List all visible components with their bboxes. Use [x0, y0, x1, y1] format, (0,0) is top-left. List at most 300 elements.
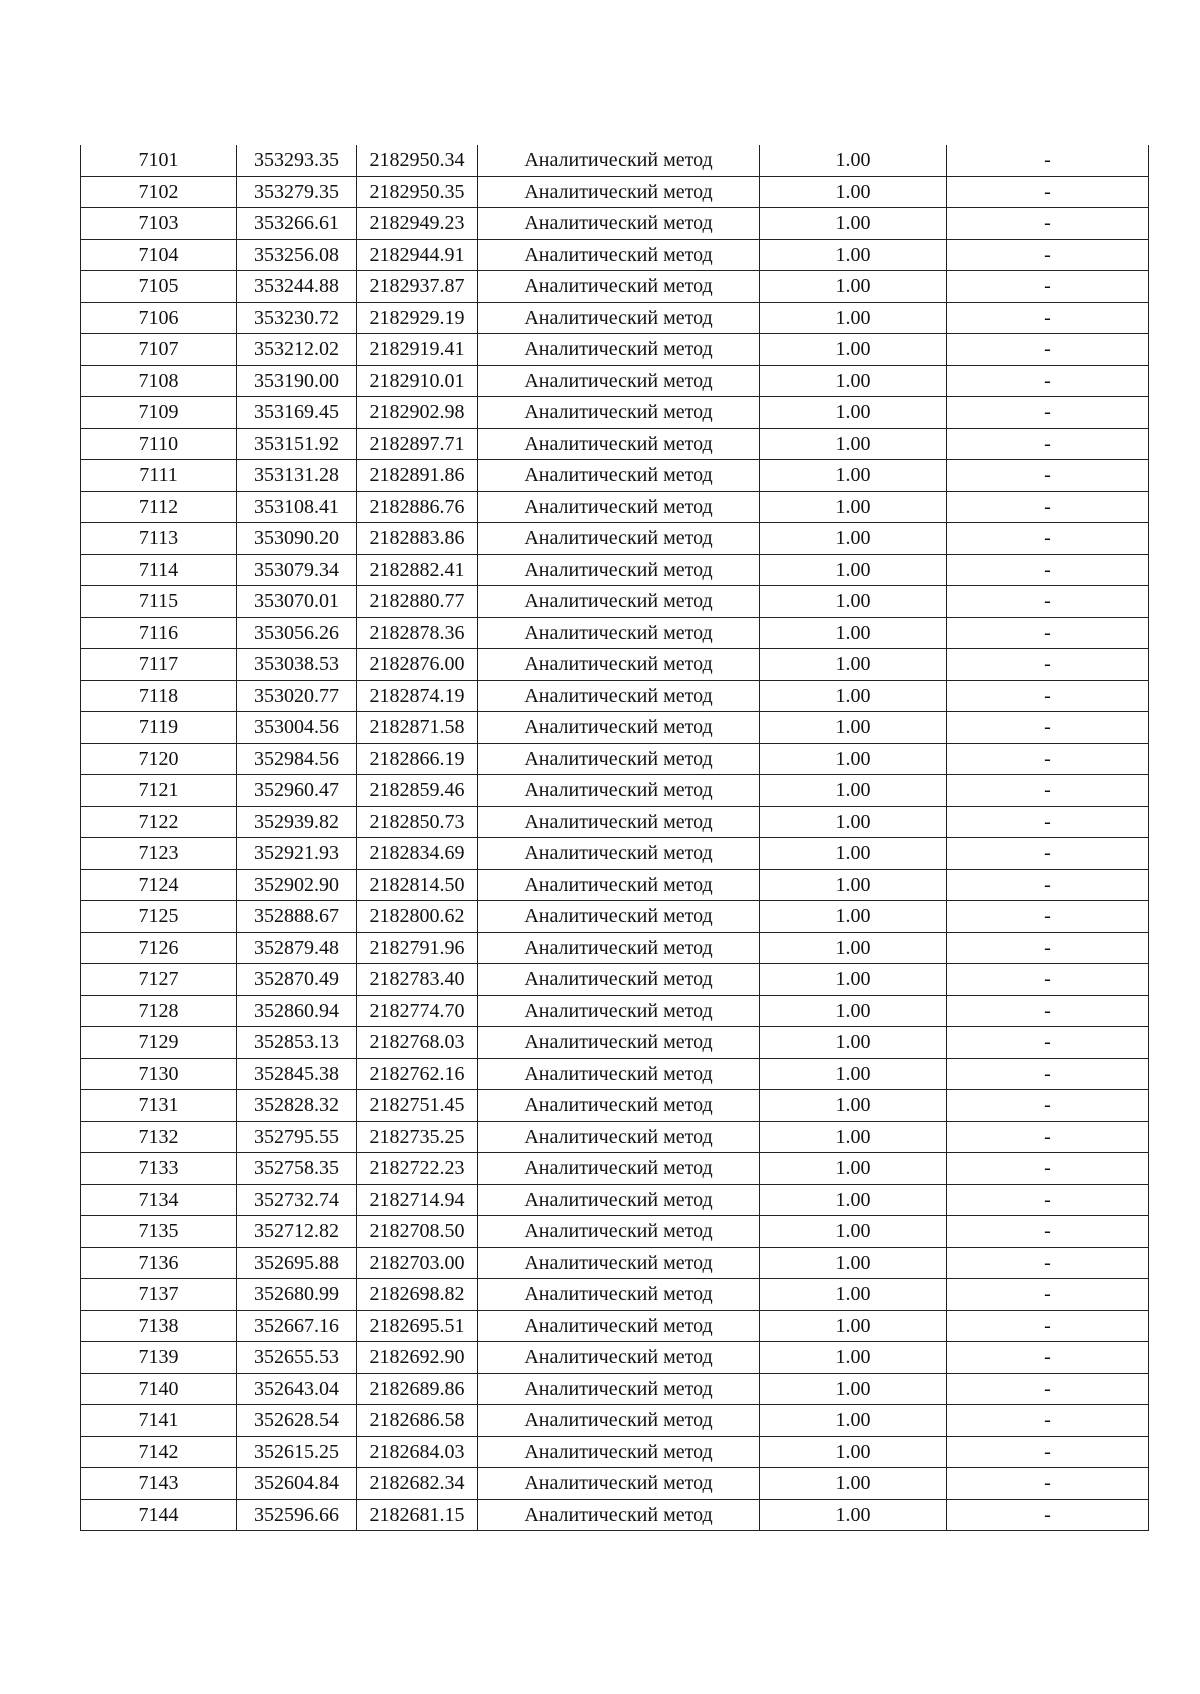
table-row	[81, 1027, 1149, 1059]
table-row	[81, 1405, 1149, 1437]
table-row	[81, 1058, 1149, 1090]
table-row	[81, 1310, 1149, 1342]
table-row	[81, 932, 1149, 964]
point-number-cell: 7133	[81, 1153, 237, 1185]
note-cell: -	[947, 523, 1149, 555]
y-coordinate-cell: 2182834.69	[357, 838, 478, 870]
point-number-cell: 7125	[81, 901, 237, 933]
y-coordinate-cell: 2182859.46	[357, 775, 478, 807]
method-cell: Аналитический метод	[478, 1279, 760, 1311]
x-coordinate-cell: 352712.82	[237, 1216, 357, 1248]
x-coordinate-cell: 352960.47	[237, 775, 357, 807]
point-number-cell: 7144	[81, 1499, 237, 1531]
note-cell: -	[947, 806, 1149, 838]
point-number-cell: 7118	[81, 680, 237, 712]
precision-cell: 1.00	[760, 1027, 947, 1059]
precision-cell: 1.00	[760, 743, 947, 775]
y-coordinate-cell: 2182682.34	[357, 1468, 478, 1500]
y-coordinate-cell: 2182910.01	[357, 365, 478, 397]
x-coordinate-cell: 353079.34	[237, 554, 357, 586]
x-coordinate-cell: 353256.08	[237, 239, 357, 271]
note-cell: -	[947, 1058, 1149, 1090]
precision-cell: 1.00	[760, 1405, 947, 1437]
table-row	[81, 271, 1149, 303]
method-cell: Аналитический метод	[478, 1121, 760, 1153]
precision-cell: 1.00	[760, 428, 947, 460]
table-row	[81, 491, 1149, 523]
precision-cell: 1.00	[760, 995, 947, 1027]
note-cell: -	[947, 649, 1149, 681]
method-cell: Аналитический метод	[478, 302, 760, 334]
note-cell: -	[947, 1027, 1149, 1059]
y-coordinate-cell: 2182698.82	[357, 1279, 478, 1311]
x-coordinate-cell: 352795.55	[237, 1121, 357, 1153]
table-row	[81, 365, 1149, 397]
point-number-cell: 7142	[81, 1436, 237, 1468]
method-cell: Аналитический метод	[478, 208, 760, 240]
table-row	[81, 1342, 1149, 1374]
method-cell: Аналитический метод	[478, 1310, 760, 1342]
method-cell: Аналитический метод	[478, 869, 760, 901]
x-coordinate-cell: 352853.13	[237, 1027, 357, 1059]
x-coordinate-cell: 352596.66	[237, 1499, 357, 1531]
precision-cell: 1.00	[760, 1342, 947, 1374]
table-row	[81, 460, 1149, 492]
method-cell: Аналитический метод	[478, 491, 760, 523]
method-cell: Аналитический метод	[478, 176, 760, 208]
method-cell: Аналитический метод	[478, 743, 760, 775]
table-row	[81, 208, 1149, 240]
note-cell: -	[947, 1405, 1149, 1437]
precision-cell: 1.00	[760, 554, 947, 586]
x-coordinate-cell: 352732.74	[237, 1184, 357, 1216]
x-coordinate-cell: 352667.16	[237, 1310, 357, 1342]
note-cell: -	[947, 869, 1149, 901]
table-row	[81, 995, 1149, 1027]
point-number-cell: 7113	[81, 523, 237, 555]
x-coordinate-cell: 353108.41	[237, 491, 357, 523]
precision-cell: 1.00	[760, 334, 947, 366]
precision-cell: 1.00	[760, 208, 947, 240]
method-cell: Аналитический метод	[478, 1247, 760, 1279]
method-cell: Аналитический метод	[478, 1090, 760, 1122]
method-cell: Аналитический метод	[478, 617, 760, 649]
y-coordinate-cell: 2182878.36	[357, 617, 478, 649]
point-number-cell: 7102	[81, 176, 237, 208]
precision-cell: 1.00	[760, 680, 947, 712]
point-number-cell: 7143	[81, 1468, 237, 1500]
precision-cell: 1.00	[760, 1058, 947, 1090]
x-coordinate-cell: 353169.45	[237, 397, 357, 429]
table-row	[81, 838, 1149, 870]
x-coordinate-cell: 352939.82	[237, 806, 357, 838]
table-row	[81, 145, 1149, 176]
y-coordinate-cell: 2182876.00	[357, 649, 478, 681]
method-cell: Аналитический метод	[478, 1342, 760, 1374]
precision-cell: 1.00	[760, 1153, 947, 1185]
precision-cell: 1.00	[760, 302, 947, 334]
y-coordinate-cell: 2182950.34	[357, 145, 478, 176]
x-coordinate-cell: 353131.28	[237, 460, 357, 492]
coordinates-table	[80, 145, 1149, 1531]
note-cell: -	[947, 932, 1149, 964]
point-number-cell: 7134	[81, 1184, 237, 1216]
precision-cell: 1.00	[760, 460, 947, 492]
point-number-cell: 7138	[81, 1310, 237, 1342]
x-coordinate-cell: 353151.92	[237, 428, 357, 460]
y-coordinate-cell: 2182866.19	[357, 743, 478, 775]
precision-cell: 1.00	[760, 239, 947, 271]
method-cell: Аналитический метод	[478, 1153, 760, 1185]
method-cell: Аналитический метод	[478, 838, 760, 870]
x-coordinate-cell: 352643.04	[237, 1373, 357, 1405]
point-number-cell: 7132	[81, 1121, 237, 1153]
x-coordinate-cell: 352879.48	[237, 932, 357, 964]
x-coordinate-cell: 352604.84	[237, 1468, 357, 1500]
table-row	[81, 743, 1149, 775]
note-cell: -	[947, 554, 1149, 586]
x-coordinate-cell: 352888.67	[237, 901, 357, 933]
y-coordinate-cell: 2182692.90	[357, 1342, 478, 1374]
point-number-cell: 7110	[81, 428, 237, 460]
x-coordinate-cell: 353266.61	[237, 208, 357, 240]
y-coordinate-cell: 2182774.70	[357, 995, 478, 1027]
table-row	[81, 428, 1149, 460]
note-cell: -	[947, 1184, 1149, 1216]
x-coordinate-cell: 353244.88	[237, 271, 357, 303]
precision-cell: 1.00	[760, 1216, 947, 1248]
method-cell: Аналитический метод	[478, 1468, 760, 1500]
note-cell: -	[947, 1436, 1149, 1468]
point-number-cell: 7123	[81, 838, 237, 870]
point-number-cell: 7124	[81, 869, 237, 901]
x-coordinate-cell: 353056.26	[237, 617, 357, 649]
note-cell: -	[947, 365, 1149, 397]
x-coordinate-cell: 352628.54	[237, 1405, 357, 1437]
note-cell: -	[947, 680, 1149, 712]
coordinates-table-body	[81, 145, 1149, 1531]
table-row	[81, 649, 1149, 681]
x-coordinate-cell: 353279.35	[237, 176, 357, 208]
method-cell: Аналитический метод	[478, 1027, 760, 1059]
note-cell: -	[947, 1468, 1149, 1500]
table-row	[81, 523, 1149, 555]
note-cell: -	[947, 397, 1149, 429]
method-cell: Аналитический метод	[478, 428, 760, 460]
point-number-cell: 7104	[81, 239, 237, 271]
table-row	[81, 1373, 1149, 1405]
note-cell: -	[947, 176, 1149, 208]
x-coordinate-cell: 352680.99	[237, 1279, 357, 1311]
note-cell: -	[947, 712, 1149, 744]
x-coordinate-cell: 353212.02	[237, 334, 357, 366]
note-cell: -	[947, 145, 1149, 176]
method-cell: Аналитический метод	[478, 1405, 760, 1437]
table-row	[81, 176, 1149, 208]
y-coordinate-cell: 2182684.03	[357, 1436, 478, 1468]
point-number-cell: 7114	[81, 554, 237, 586]
x-coordinate-cell: 352655.53	[237, 1342, 357, 1374]
y-coordinate-cell: 2182883.86	[357, 523, 478, 555]
y-coordinate-cell: 2182783.40	[357, 964, 478, 996]
x-coordinate-cell: 352870.49	[237, 964, 357, 996]
method-cell: Аналитический метод	[478, 649, 760, 681]
precision-cell: 1.00	[760, 1499, 947, 1531]
x-coordinate-cell: 353020.77	[237, 680, 357, 712]
x-coordinate-cell: 352845.38	[237, 1058, 357, 1090]
method-cell: Аналитический метод	[478, 1436, 760, 1468]
point-number-cell: 7115	[81, 586, 237, 618]
precision-cell: 1.00	[760, 775, 947, 807]
note-cell: -	[947, 1216, 1149, 1248]
x-coordinate-cell: 353293.35	[237, 145, 357, 176]
method-cell: Аналитический метод	[478, 397, 760, 429]
precision-cell: 1.00	[760, 964, 947, 996]
method-cell: Аналитический метод	[478, 964, 760, 996]
point-number-cell: 7106	[81, 302, 237, 334]
method-cell: Аналитический метод	[478, 586, 760, 618]
method-cell: Аналитический метод	[478, 806, 760, 838]
precision-cell: 1.00	[760, 397, 947, 429]
point-number-cell: 7119	[81, 712, 237, 744]
note-cell: -	[947, 586, 1149, 618]
method-cell: Аналитический метод	[478, 1216, 760, 1248]
table-row	[81, 964, 1149, 996]
point-number-cell: 7129	[81, 1027, 237, 1059]
table-row	[81, 1468, 1149, 1500]
note-cell: -	[947, 838, 1149, 870]
precision-cell: 1.00	[760, 1436, 947, 1468]
x-coordinate-cell: 353004.56	[237, 712, 357, 744]
note-cell: -	[947, 271, 1149, 303]
table-row	[81, 1279, 1149, 1311]
point-number-cell: 7109	[81, 397, 237, 429]
note-cell: -	[947, 334, 1149, 366]
note-cell: -	[947, 1310, 1149, 1342]
precision-cell: 1.00	[760, 145, 947, 176]
y-coordinate-cell: 2182814.50	[357, 869, 478, 901]
table-row	[81, 1153, 1149, 1185]
y-coordinate-cell: 2182891.86	[357, 460, 478, 492]
note-cell: -	[947, 208, 1149, 240]
y-coordinate-cell: 2182850.73	[357, 806, 478, 838]
precision-cell: 1.00	[760, 1184, 947, 1216]
table-row	[81, 239, 1149, 271]
note-cell: -	[947, 995, 1149, 1027]
x-coordinate-cell: 352984.56	[237, 743, 357, 775]
y-coordinate-cell: 2182944.91	[357, 239, 478, 271]
table-row	[81, 617, 1149, 649]
point-number-cell: 7121	[81, 775, 237, 807]
point-number-cell: 7139	[81, 1342, 237, 1374]
note-cell: -	[947, 617, 1149, 649]
point-number-cell: 7120	[81, 743, 237, 775]
point-number-cell: 7130	[81, 1058, 237, 1090]
method-cell: Аналитический метод	[478, 1058, 760, 1090]
table-row	[81, 1121, 1149, 1153]
y-coordinate-cell: 2182886.76	[357, 491, 478, 523]
x-coordinate-cell: 353090.20	[237, 523, 357, 555]
precision-cell: 1.00	[760, 365, 947, 397]
y-coordinate-cell: 2182714.94	[357, 1184, 478, 1216]
y-coordinate-cell: 2182686.58	[357, 1405, 478, 1437]
table-row	[81, 1436, 1149, 1468]
y-coordinate-cell: 2182722.23	[357, 1153, 478, 1185]
precision-cell: 1.00	[760, 806, 947, 838]
method-cell: Аналитический метод	[478, 775, 760, 807]
point-number-cell: 7141	[81, 1405, 237, 1437]
note-cell: -	[947, 1279, 1149, 1311]
precision-cell: 1.00	[760, 176, 947, 208]
note-cell: -	[947, 239, 1149, 271]
precision-cell: 1.00	[760, 901, 947, 933]
point-number-cell: 7136	[81, 1247, 237, 1279]
note-cell: -	[947, 743, 1149, 775]
y-coordinate-cell: 2182695.51	[357, 1310, 478, 1342]
point-number-cell: 7131	[81, 1090, 237, 1122]
point-number-cell: 7127	[81, 964, 237, 996]
y-coordinate-cell: 2182681.15	[357, 1499, 478, 1531]
y-coordinate-cell: 2182768.03	[357, 1027, 478, 1059]
x-coordinate-cell: 353230.72	[237, 302, 357, 334]
y-coordinate-cell: 2182762.16	[357, 1058, 478, 1090]
table-row	[81, 334, 1149, 366]
precision-cell: 1.00	[760, 586, 947, 618]
point-number-cell: 7116	[81, 617, 237, 649]
y-coordinate-cell: 2182703.00	[357, 1247, 478, 1279]
y-coordinate-cell: 2182950.35	[357, 176, 478, 208]
y-coordinate-cell: 2182882.41	[357, 554, 478, 586]
table-row	[81, 1184, 1149, 1216]
table-row	[81, 586, 1149, 618]
precision-cell: 1.00	[760, 838, 947, 870]
note-cell: -	[947, 428, 1149, 460]
x-coordinate-cell: 352860.94	[237, 995, 357, 1027]
x-coordinate-cell: 352695.88	[237, 1247, 357, 1279]
method-cell: Аналитический метод	[478, 1373, 760, 1405]
note-cell: -	[947, 1373, 1149, 1405]
point-number-cell: 7117	[81, 649, 237, 681]
y-coordinate-cell: 2182708.50	[357, 1216, 478, 1248]
point-number-cell: 7111	[81, 460, 237, 492]
precision-cell: 1.00	[760, 649, 947, 681]
precision-cell: 1.00	[760, 1468, 947, 1500]
note-cell: -	[947, 491, 1149, 523]
y-coordinate-cell: 2182937.87	[357, 271, 478, 303]
note-cell: -	[947, 302, 1149, 334]
precision-cell: 1.00	[760, 1090, 947, 1122]
x-coordinate-cell: 352828.32	[237, 1090, 357, 1122]
y-coordinate-cell: 2182874.19	[357, 680, 478, 712]
method-cell: Аналитический метод	[478, 554, 760, 586]
table-row	[81, 397, 1149, 429]
note-cell: -	[947, 1090, 1149, 1122]
method-cell: Аналитический метод	[478, 145, 760, 176]
method-cell: Аналитический метод	[478, 932, 760, 964]
precision-cell: 1.00	[760, 491, 947, 523]
point-number-cell: 7103	[81, 208, 237, 240]
precision-cell: 1.00	[760, 271, 947, 303]
precision-cell: 1.00	[760, 1247, 947, 1279]
precision-cell: 1.00	[760, 1279, 947, 1311]
y-coordinate-cell: 2182735.25	[357, 1121, 478, 1153]
note-cell: -	[947, 964, 1149, 996]
point-number-cell: 7140	[81, 1373, 237, 1405]
point-number-cell: 7101	[81, 145, 237, 176]
point-number-cell: 7126	[81, 932, 237, 964]
precision-cell: 1.00	[760, 523, 947, 555]
precision-cell: 1.00	[760, 869, 947, 901]
table-row	[81, 302, 1149, 334]
point-number-cell: 7105	[81, 271, 237, 303]
point-number-cell: 7135	[81, 1216, 237, 1248]
table-row	[81, 1090, 1149, 1122]
table-row	[81, 1247, 1149, 1279]
y-coordinate-cell: 2182871.58	[357, 712, 478, 744]
note-cell: -	[947, 460, 1149, 492]
note-cell: -	[947, 1499, 1149, 1531]
method-cell: Аналитический метод	[478, 334, 760, 366]
table-row	[81, 806, 1149, 838]
note-cell: -	[947, 1247, 1149, 1279]
note-cell: -	[947, 1153, 1149, 1185]
point-number-cell: 7107	[81, 334, 237, 366]
x-coordinate-cell: 352758.35	[237, 1153, 357, 1185]
y-coordinate-cell: 2182751.45	[357, 1090, 478, 1122]
table-row	[81, 1499, 1149, 1531]
y-coordinate-cell: 2182902.98	[357, 397, 478, 429]
precision-cell: 1.00	[760, 1310, 947, 1342]
table-row	[81, 554, 1149, 586]
method-cell: Аналитический метод	[478, 271, 760, 303]
method-cell: Аналитический метод	[478, 460, 760, 492]
y-coordinate-cell: 2182880.77	[357, 586, 478, 618]
method-cell: Аналитический метод	[478, 712, 760, 744]
precision-cell: 1.00	[760, 617, 947, 649]
x-coordinate-cell: 352921.93	[237, 838, 357, 870]
precision-cell: 1.00	[760, 932, 947, 964]
y-coordinate-cell: 2182791.96	[357, 932, 478, 964]
y-coordinate-cell: 2182929.19	[357, 302, 478, 334]
table-row	[81, 680, 1149, 712]
method-cell: Аналитический метод	[478, 365, 760, 397]
method-cell: Аналитический метод	[478, 680, 760, 712]
method-cell: Аналитический метод	[478, 239, 760, 271]
x-coordinate-cell: 353038.53	[237, 649, 357, 681]
precision-cell: 1.00	[760, 1121, 947, 1153]
point-number-cell: 7108	[81, 365, 237, 397]
y-coordinate-cell: 2182689.86	[357, 1373, 478, 1405]
method-cell: Аналитический метод	[478, 901, 760, 933]
x-coordinate-cell: 352615.25	[237, 1436, 357, 1468]
method-cell: Аналитический метод	[478, 1499, 760, 1531]
note-cell: -	[947, 901, 1149, 933]
method-cell: Аналитический метод	[478, 523, 760, 555]
point-number-cell: 7112	[81, 491, 237, 523]
table-row	[81, 712, 1149, 744]
y-coordinate-cell: 2182800.62	[357, 901, 478, 933]
y-coordinate-cell: 2182919.41	[357, 334, 478, 366]
precision-cell: 1.00	[760, 712, 947, 744]
table-row	[81, 1216, 1149, 1248]
x-coordinate-cell: 353190.00	[237, 365, 357, 397]
note-cell: -	[947, 775, 1149, 807]
table-row	[81, 901, 1149, 933]
y-coordinate-cell: 2182897.71	[357, 428, 478, 460]
table-row	[81, 869, 1149, 901]
table-row	[81, 775, 1149, 807]
point-number-cell: 7122	[81, 806, 237, 838]
